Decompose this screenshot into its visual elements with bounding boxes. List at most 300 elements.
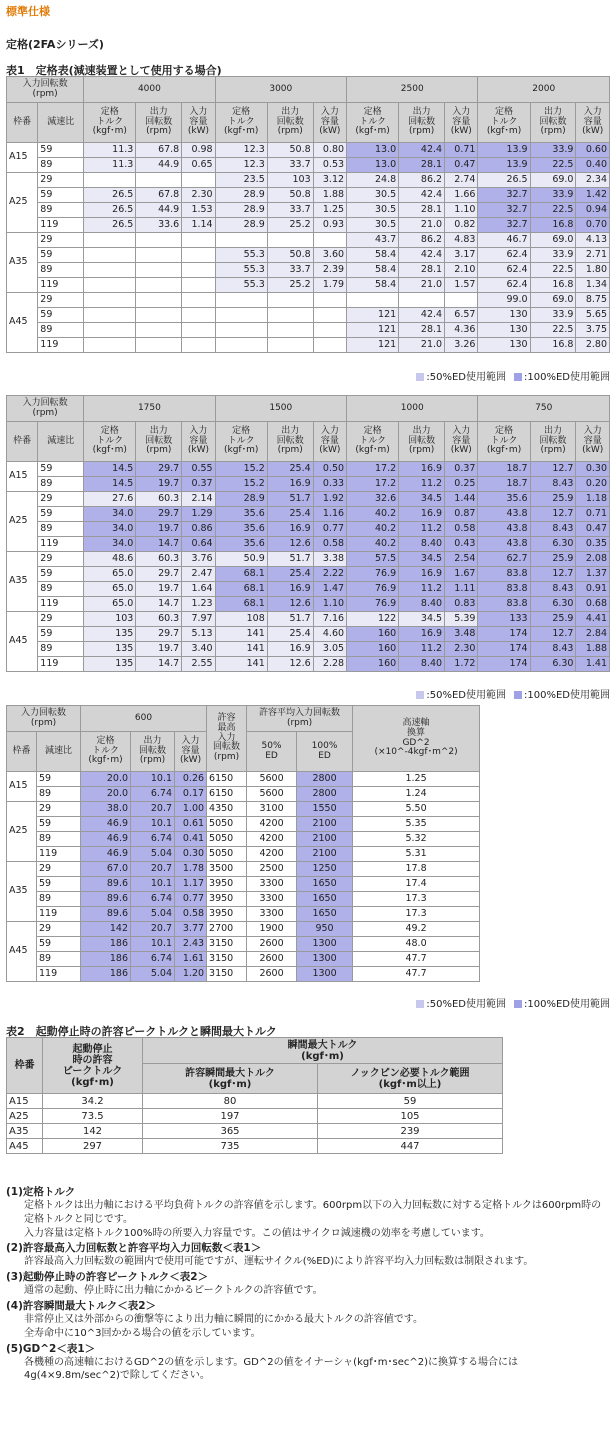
value-cell: 12.6 [267,597,313,612]
value-cell: 3150 [207,967,247,982]
value-cell: 8.40 [399,597,445,612]
value-cell: 38.0 [81,802,131,817]
table-row [7,143,610,158]
legend-swatch-50 [416,691,424,699]
value-cell [215,338,267,353]
value-cell: 1650 [297,877,353,892]
value-cell: 174 [478,627,530,642]
frame-cell: A25 [7,492,38,552]
legend-swatch-100 [514,373,522,381]
value-cell: 42.4 [399,143,445,158]
value-cell: 19.7 [136,642,182,657]
value-cell: 35.6 [215,537,267,552]
output-speed-header: 出力 回転数 (rpm) [530,103,576,143]
output-speed-header: 出力 回転数 (rpm) [131,732,175,772]
frame-cell: A35 [7,1124,43,1139]
note-item [6,1184,610,1240]
value-cell: 28.9 [215,218,267,233]
value-cell: 34.0 [84,507,136,522]
value-cell: 1.25 [353,772,480,787]
value-cell: 108 [215,612,267,627]
value-cell: 4.13 [576,233,610,248]
value-cell: 22.5 [530,203,576,218]
value-cell: 6.74 [131,832,175,847]
legend-label-100: :100%ED使用範囲 [524,690,610,701]
table-row [7,188,610,203]
value-cell: 0.35 [576,537,610,552]
value-cell: 0.37 [182,477,215,492]
value-cell: 365 [143,1124,318,1139]
value-cell: 0.94 [576,203,610,218]
value-cell: 20.7 [131,802,175,817]
value-cell: 34.0 [84,537,136,552]
value-cell: 86.2 [399,173,445,188]
value-cell: 1.57 [445,278,478,293]
value-cell: 18.7 [478,477,530,492]
value-cell: 1.41 [576,657,610,672]
value-cell: 26.5 [84,203,136,218]
frame-cell: A25 [7,802,37,862]
value-cell: 28.1 [399,158,445,173]
value-cell: 42.4 [399,248,445,263]
speed-header: 1750 [84,396,215,422]
value-cell [136,173,182,188]
value-cell: 28.1 [399,323,445,338]
ratio-cell: 89 [37,892,81,907]
value-cell: 3950 [207,907,247,922]
value-cell [136,293,182,308]
capacity-header: 入力 容量 (kW) [445,422,478,462]
table-row [7,657,610,672]
value-cell: 8.43 [530,642,576,657]
value-cell [84,323,136,338]
value-cell: 4200 [247,847,297,862]
value-cell: 4200 [247,817,297,832]
ratio-header: 減速比 [37,732,81,772]
speed-header: 3000 [215,77,346,103]
value-cell: 46.9 [81,817,131,832]
value-cell: 60.3 [136,492,182,507]
value-cell [182,278,215,293]
value-cell: 32.7 [478,203,530,218]
value-cell: 83.8 [478,567,530,582]
value-cell: 67.0 [81,862,131,877]
value-cell: 1.10 [313,597,346,612]
value-cell: 19.7 [136,477,182,492]
value-cell: 55.3 [215,263,267,278]
ratio-cell: 29 [38,293,84,308]
value-cell: 65.0 [84,567,136,582]
value-cell: 50.8 [267,143,313,158]
value-cell: 2.30 [182,188,215,203]
value-cell: 0.47 [576,522,610,537]
table-row [7,937,480,952]
value-cell: 29.7 [136,507,182,522]
torque-header: 定格 トルク (kgf･m) [478,422,530,462]
ratio-cell: 59 [38,462,84,477]
table-row [7,507,610,522]
value-cell: 3.48 [445,627,478,642]
value-cell: 186 [81,967,131,982]
value-cell: 76.9 [347,567,399,582]
value-cell: 28.1 [399,263,445,278]
value-cell: 0.41 [175,832,207,847]
value-cell: 25.9 [530,492,576,507]
value-cell: 735 [143,1139,318,1154]
value-cell: 55.3 [215,248,267,263]
frame-cell: A45 [7,1139,43,1154]
value-cell [84,263,136,278]
ratio-cell: 29 [37,922,81,937]
value-cell: 30.5 [347,188,399,203]
value-cell [136,323,182,338]
value-cell [267,308,313,323]
value-cell: 67.8 [136,143,182,158]
value-cell: 6.74 [131,892,175,907]
note-item [6,1298,610,1341]
table2-caption: 表2 起動停止時の許容ピークトルクと瞬間最大トルク [6,1025,277,1038]
value-cell: 33.9 [530,143,576,158]
value-cell: 2.55 [182,657,215,672]
value-cell: 197 [143,1109,318,1124]
frame-cell: A35 [7,862,37,922]
value-cell: 14.5 [84,477,136,492]
table-row [7,1124,503,1139]
value-cell: 3.75 [576,323,610,338]
value-cell: 65.0 [84,597,136,612]
value-cell [182,293,215,308]
rating-table-low-speed [6,705,480,982]
value-cell [313,323,346,338]
value-cell: 3.40 [182,642,215,657]
capacity-header: 入力 容量 (kW) [313,103,346,143]
value-cell: 1.11 [445,582,478,597]
value-cell: 34.5 [399,492,445,507]
value-cell: 27.6 [84,492,136,507]
ratio-cell: 29 [38,492,84,507]
note-heading: (1)定格トルク [6,1186,76,1198]
value-cell: 1.20 [175,967,207,982]
value-cell: 1300 [297,937,353,952]
value-cell: 2700 [207,922,247,937]
value-cell: 1.23 [182,597,215,612]
ratio-cell: 89 [37,832,81,847]
value-cell: 16.9 [267,522,313,537]
value-cell: 34.5 [399,552,445,567]
frame-cell: A45 [7,293,38,353]
value-cell [313,338,346,353]
gd2-header: 高速軸 換算 GD^2 (×10^-4kgf･m^2) [353,706,480,772]
value-cell: 5.65 [576,308,610,323]
value-cell [136,308,182,323]
rating-table-high-speed [6,76,610,353]
value-cell: 141 [215,627,267,642]
value-cell: 135 [84,657,136,672]
ratio-cell: 119 [38,597,84,612]
value-cell: 16.9 [267,582,313,597]
value-cell: 8.43 [530,477,576,492]
value-cell: 2800 [297,787,353,802]
output-speed-header: 出力 回転数 (rpm) [136,422,182,462]
value-cell: 13.9 [478,158,530,173]
value-cell: 46.9 [81,847,131,862]
value-cell: 17.2 [347,462,399,477]
value-cell: 3.38 [313,552,346,567]
ratio-cell: 89 [38,263,84,278]
value-cell: 34.2 [43,1094,143,1109]
value-cell: 16.9 [267,642,313,657]
table-row [7,1109,503,1124]
peak-torque-table [6,1037,503,1154]
capacity-header: 入力 容量 (kW) [445,103,478,143]
value-cell: 0.91 [576,582,610,597]
value-cell: 12.7 [530,627,576,642]
ratio-cell: 119 [38,657,84,672]
ratio-header: 減速比 [38,103,84,143]
value-cell: 10.1 [131,877,175,892]
frame-cell: A15 [7,1094,43,1109]
value-cell: 3950 [207,877,247,892]
table-row [7,817,480,832]
value-cell: 7.97 [182,612,215,627]
value-cell: 0.83 [445,597,478,612]
value-cell: 1.34 [576,278,610,293]
notes-section [6,1184,610,1383]
table-row [7,772,480,787]
value-cell: 122 [347,612,399,627]
note-heading: (5)GD^2＜表1＞ [6,1342,96,1355]
value-cell: 4350 [207,802,247,817]
value-cell: 5050 [207,832,247,847]
value-cell: 0.26 [175,772,207,787]
value-cell: 11.3 [84,143,136,158]
value-cell: 21.0 [399,278,445,293]
value-cell: 2.28 [313,657,346,672]
value-cell: 174 [478,657,530,672]
legend-label-50: :50%ED使用範囲 [426,690,507,701]
value-cell: 25.9 [530,552,576,567]
value-cell [84,248,136,263]
value-cell: 8.75 [576,293,610,308]
capacity-header: 入力 容量 (kW) [313,422,346,462]
value-cell: 10.1 [131,817,175,832]
ratio-cell: 119 [38,278,84,293]
value-cell: 69.0 [530,233,576,248]
table-row [7,492,610,507]
value-cell: 1.18 [576,492,610,507]
output-speed-header: 出力 回転数 (rpm) [267,422,313,462]
value-cell [84,173,136,188]
value-cell: 80 [143,1094,318,1109]
value-cell: 15.2 [215,477,267,492]
value-cell: 130 [478,323,530,338]
value-cell: 121 [347,308,399,323]
value-cell: 2.43 [175,937,207,952]
value-cell: 33.7 [267,158,313,173]
ratio-cell: 119 [37,907,81,922]
value-cell: 48.6 [84,552,136,567]
value-cell: 141 [215,657,267,672]
value-cell: 1.78 [175,862,207,877]
output-speed-header: 出力 回転数 (rpm) [267,103,313,143]
speed-header: 1500 [215,396,346,422]
ratio-cell: 89 [38,642,84,657]
value-cell: 5050 [207,847,247,862]
value-cell: 1.37 [576,567,610,582]
value-cell: 34.0 [84,522,136,537]
value-cell: 34.5 [399,612,445,627]
value-cell: 160 [347,657,399,672]
ratio-cell: 29 [37,862,81,877]
value-cell: 0.80 [313,143,346,158]
value-cell: 25.4 [267,627,313,642]
value-cell: 0.50 [313,462,346,477]
value-cell: 447 [318,1139,503,1154]
value-cell: 3.12 [313,173,346,188]
value-cell: 5.35 [353,817,480,832]
value-cell: 2500 [247,862,297,877]
value-cell: 186 [81,937,131,952]
table-row [7,787,480,802]
value-cell: 33.7 [267,263,313,278]
value-cell: 16.9 [399,462,445,477]
table-row [7,293,610,308]
value-cell: 1.00 [175,802,207,817]
value-cell: 29.7 [136,567,182,582]
value-cell: 26.5 [84,188,136,203]
value-cell: 89.6 [81,877,131,892]
value-cell: 83.8 [478,597,530,612]
value-cell: 68.1 [215,582,267,597]
value-cell: 33.9 [530,188,576,203]
value-cell: 1.79 [313,278,346,293]
value-cell: 13.0 [347,158,399,173]
value-cell: 25.4 [267,567,313,582]
legend-label-100: :100%ED使用範囲 [524,372,610,383]
table-row [7,952,480,967]
value-cell: 68.1 [215,567,267,582]
capacity-header: 入力 容量 (kW) [576,422,610,462]
value-cell: 2800 [297,772,353,787]
frame-cell: A45 [7,612,38,672]
value-cell: 160 [347,642,399,657]
value-cell: 50.9 [215,552,267,567]
value-cell [136,248,182,263]
value-cell: 16.9 [399,627,445,642]
value-cell: 1.29 [182,507,215,522]
ratio-cell: 29 [38,552,84,567]
value-cell: 14.7 [136,537,182,552]
torque-header: 定格 トルク (kgf･m) [347,103,399,143]
value-cell: 2600 [247,937,297,952]
value-cell: 16.8 [530,278,576,293]
value-cell: 3.17 [445,248,478,263]
ratio-cell: 119 [38,338,84,353]
value-cell: 18.7 [478,462,530,477]
value-cell: 3100 [247,802,297,817]
table-row [7,203,610,218]
value-cell: 7.16 [313,612,346,627]
value-cell: 8.43 [530,522,576,537]
ratio-header: 減速比 [38,422,84,462]
value-cell: 59 [318,1094,503,1109]
value-cell: 69.0 [530,173,576,188]
ratio-cell: 89 [38,522,84,537]
value-cell: 11.2 [399,582,445,597]
value-cell [267,293,313,308]
value-cell: 25.4 [267,462,313,477]
table-row [7,612,610,627]
note-body: 入力容量は定格トルク100%時の所要入力容量です。この値はサイクロ減速機の効率を考慮しています。 [24,1227,490,1239]
value-cell [84,293,136,308]
ratio-cell: 89 [38,203,84,218]
value-cell: 29.7 [136,627,182,642]
value-cell: 2.39 [313,263,346,278]
value-cell: 5.04 [131,847,175,862]
value-cell: 24.8 [347,173,399,188]
value-cell: 5.39 [445,612,478,627]
value-cell: 2600 [247,967,297,982]
table-row [7,862,480,877]
value-cell: 20.7 [131,922,175,937]
value-cell: 12.3 [215,143,267,158]
value-cell: 17.8 [353,862,480,877]
input-speed-header: 入力回転数 (rpm) [7,77,84,103]
value-cell: 0.60 [576,143,610,158]
value-cell: 2.30 [445,642,478,657]
value-cell: 6.30 [530,657,576,672]
torque-header: 定格 トルク (kgf･m) [84,422,136,462]
value-cell: 3500 [207,862,247,877]
legend [408,995,610,1010]
value-cell: 1.88 [576,642,610,657]
table-row [7,552,610,567]
value-cell: 0.40 [576,158,610,173]
value-cell: 1.92 [313,492,346,507]
value-cell: 0.20 [576,477,610,492]
value-cell: 12.3 [215,158,267,173]
value-cell: 26.5 [84,218,136,233]
value-cell: 103 [267,173,313,188]
value-cell: 4.60 [313,627,346,642]
value-cell: 160 [347,627,399,642]
value-cell: 65.0 [84,582,136,597]
value-cell: 0.25 [445,477,478,492]
inst-max-header: 許容瞬間最大トルク (kgf･m) [143,1064,318,1094]
value-cell: 51.7 [267,492,313,507]
value-cell: 30.5 [347,203,399,218]
speed-header: 750 [478,396,610,422]
ratio-cell: 89 [38,582,84,597]
value-cell: 11.2 [399,642,445,657]
value-cell: 3300 [247,892,297,907]
frame-header: 枠番 [7,1038,43,1094]
note-body: 定格トルクは出力軸における平均負荷トルクの許容値を示します。600rpm以下の入力回転数に対する定格トルクは600rpm時の定格トルクと同じです。 [24,1200,602,1225]
value-cell: 20.0 [81,772,131,787]
torque-header: 定格 トルク (kgf･m) [347,422,399,462]
rating-table-mid-speed [6,395,610,672]
input-speed-header: 入力回転数 (rpm) [7,396,84,422]
table-row [7,158,610,173]
ratio-cell: 59 [37,937,81,952]
value-cell: 10.1 [131,772,175,787]
value-cell: 103 [84,612,136,627]
value-cell: 3.05 [313,642,346,657]
value-cell: 62.4 [478,248,530,263]
value-cell: 62.4 [478,278,530,293]
value-cell [182,323,215,338]
value-cell: 0.71 [576,507,610,522]
